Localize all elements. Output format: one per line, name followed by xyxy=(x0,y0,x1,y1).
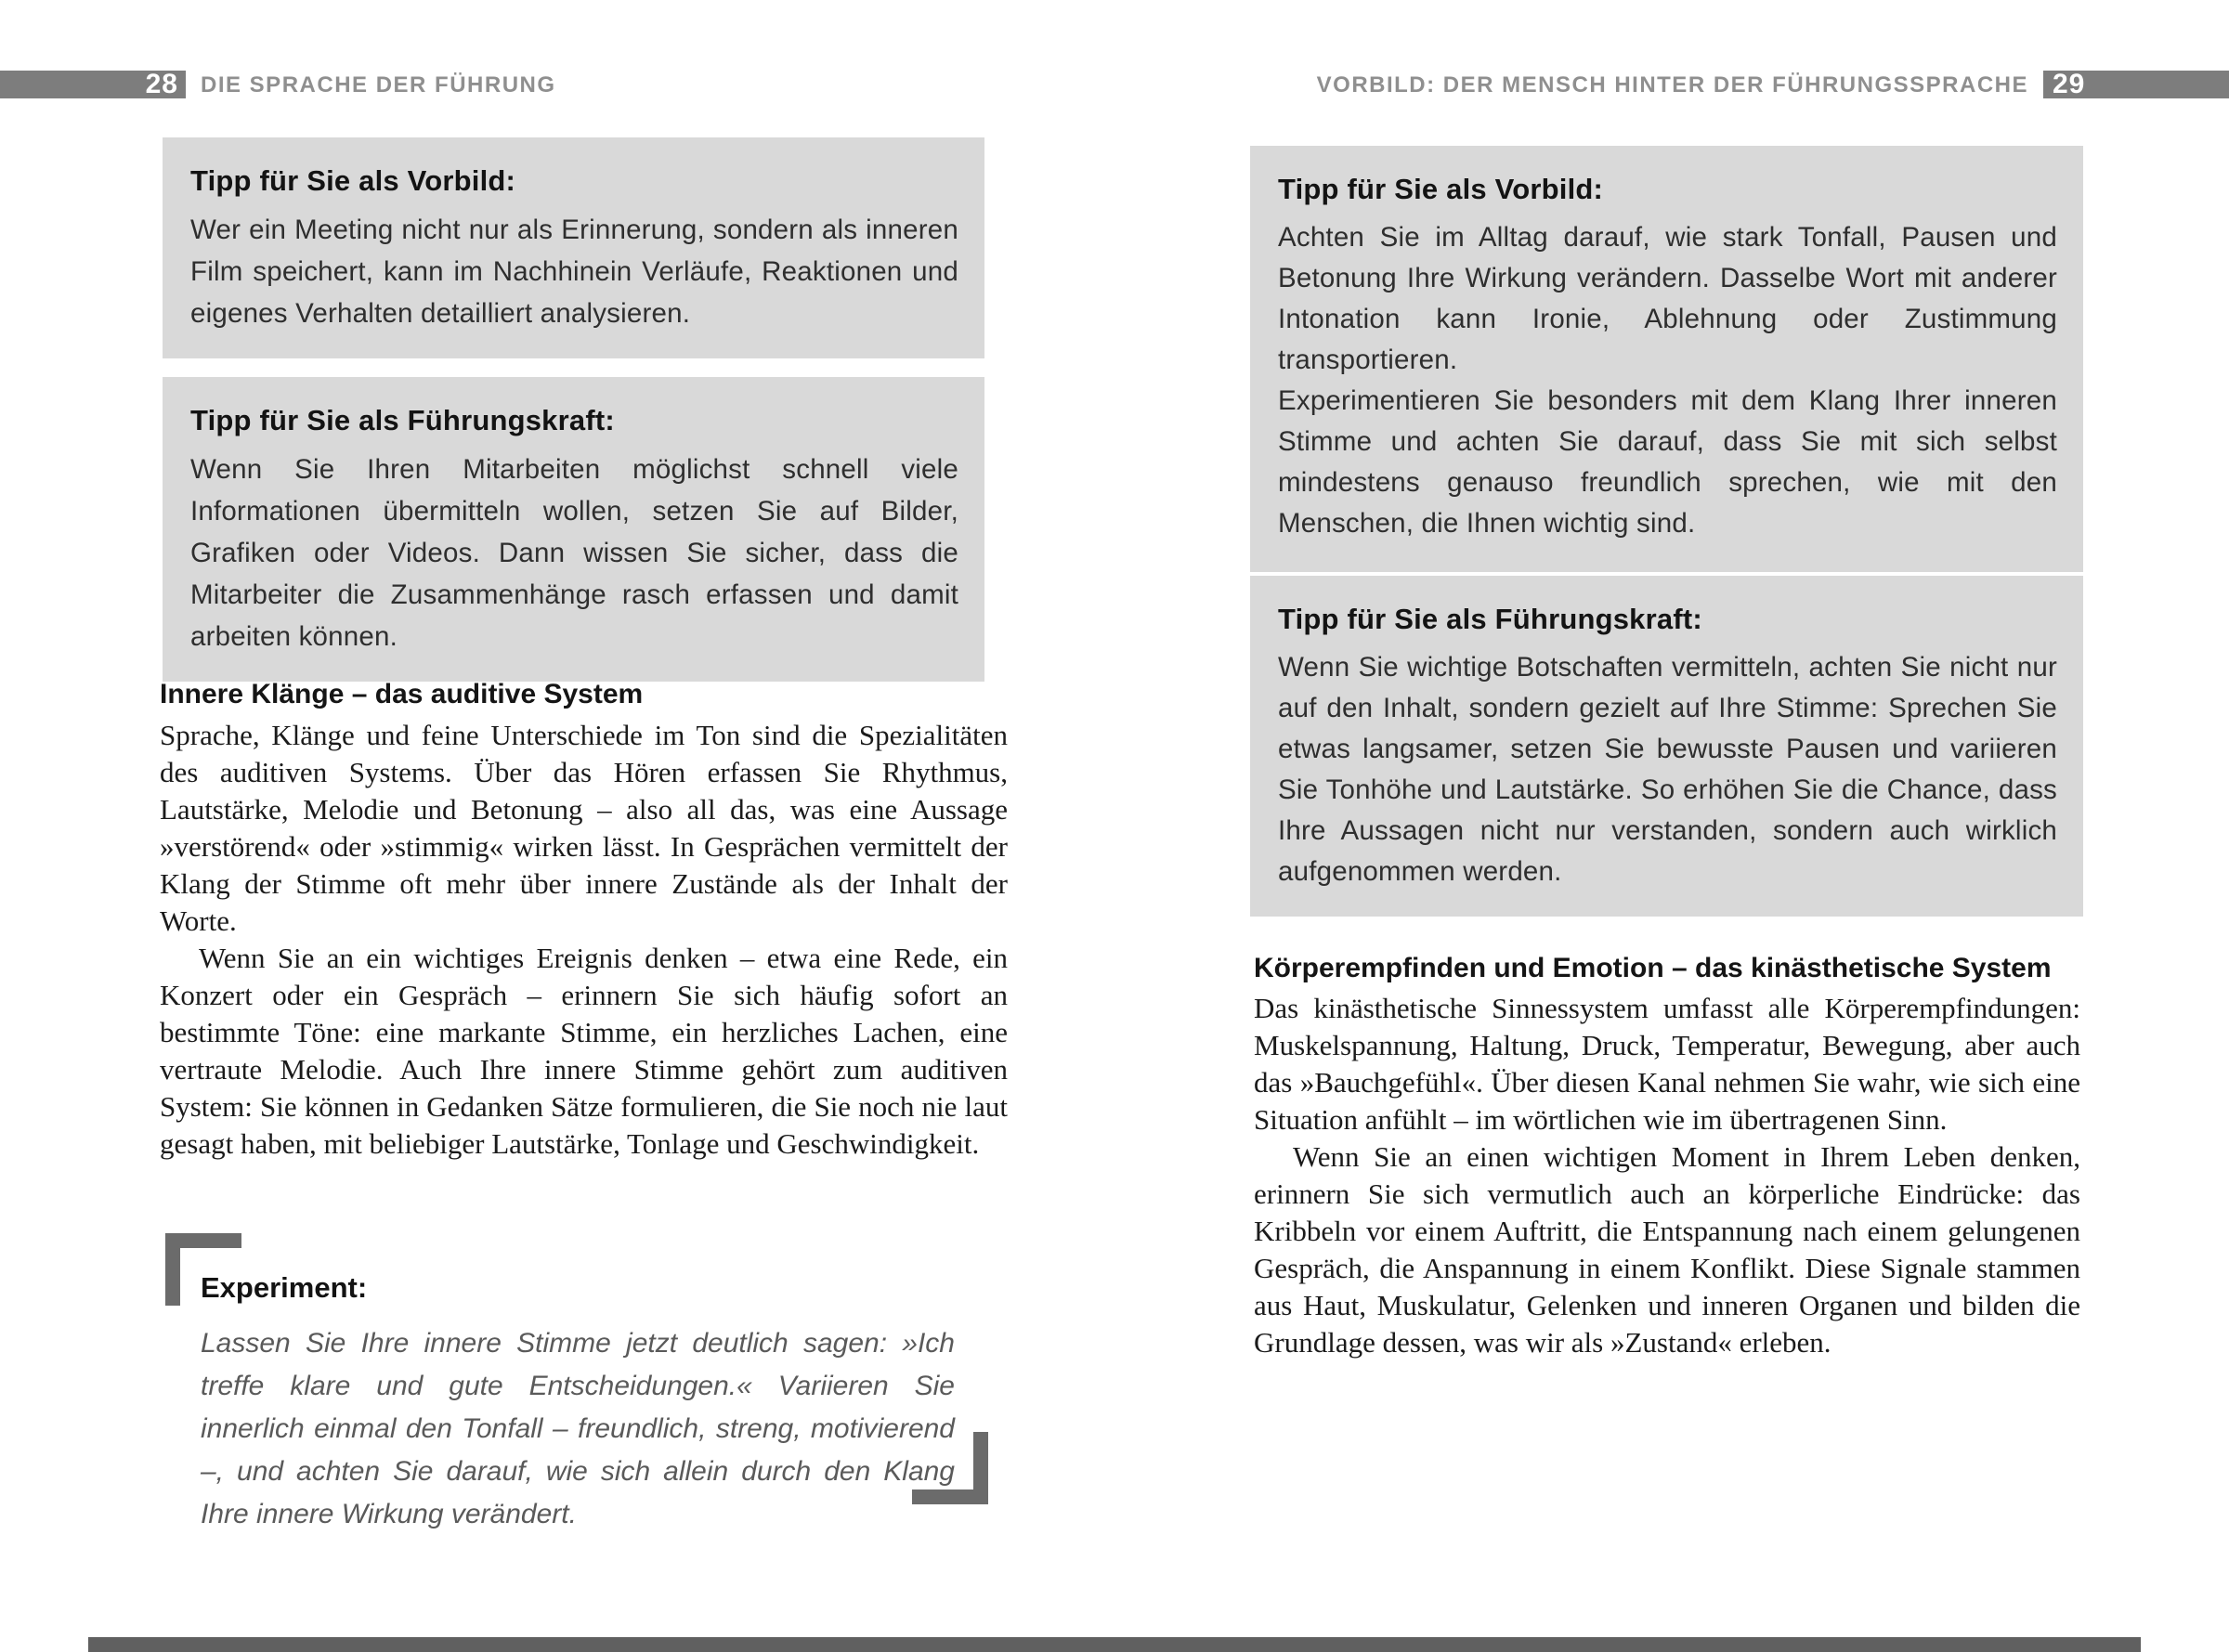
tip-box-vorbild-right xyxy=(1250,146,2083,572)
left-running-head: DIE SPRACHE DER FÜHRUNG xyxy=(201,72,556,98)
tip-box-title: Tipp für Sie als Führungskraft: xyxy=(1278,603,1702,635)
tip-box-text: Achten Sie im Alltag darauf, wie stark Tonfall, Pausen und Betonung Ihre Wirkung verändern. Dasselbe Wort mit anderer Intonation kann Ironie, Ablehnung oder Zustimmung transportieren. xyxy=(1278,222,2057,375)
experiment-title: Experiment: xyxy=(201,1271,368,1304)
tip-box-text: Wer ein Meeting nicht nur als Erinnerung, sondern als inneren Film speichert, kann im Nachhinein Verläufe, Reaktionen und eigenes Verhalten detailliert analysieren. xyxy=(190,215,958,329)
tip-box-fuehrungskraft-right xyxy=(1250,576,2083,917)
body-text-left xyxy=(160,717,1008,1163)
right-page-number-bar xyxy=(2043,71,2229,98)
corner-bracket-bottom-right-icon xyxy=(973,1432,988,1504)
experiment-text: Lassen Sie Ihre innere Stimme jetzt deutlich sagen: »Ich treffe klare und gute Entscheidungen.« Variieren Sie innerlich einmal den Tonfall – freundlich, streng, motivierend –, und achten Sie darauf, wie sich allein durch den Klang Ihre innere Wirkung verändert. xyxy=(201,1328,955,1529)
tip-box-text: Wenn Sie wichtige Botschaften vermitteln, achten Sie nicht nur auf den Inhalt, sondern gezielt auf Ihre Stimme: Sprechen Sie etwas langsamer, setzen Sie bewusste Pausen und variieren Sie Tonhöhe und Lautstärke. So erhöhen Sie die Chance, dass Ihre Aussagen nicht nur verstanden, sondern auch wirklich aufgenommen werden. xyxy=(1278,652,2057,887)
right-page-number: 29 xyxy=(2053,69,2086,99)
footer-rule xyxy=(88,1637,2141,1652)
tip-box-title: Tipp für Sie als Vorbild: xyxy=(1278,173,1604,205)
tip-box-title: Tipp für Sie als Führungskraft: xyxy=(190,404,615,436)
tip-box-fuehrungskraft-left xyxy=(163,377,984,682)
body-paragraph: Das kinästhetische Sinnessystem umfasst alle Körperempfindungen: Muskelspannung, Haltung, Druck, Temperatur, Bewegung, aber auch das »Bauchgefühl«. Über diesen Kanal nehmen Sie wahr, wie sich eine Situation anfühlt – im wörtlichen wie im übertragenen Sinn. xyxy=(1254,992,2080,1136)
tip-box-title: Tipp für Sie als Vorbild: xyxy=(190,164,516,197)
tip-box-vorbild-left xyxy=(163,137,984,358)
body-paragraph: Wenn Sie an ein wichtiges Ereignis denken – etwa eine Rede, ein Konzert oder ein Gespräch – erinnern Sie sich häufig sofort an bestimmte Töne: eine markante Stimme, ein herzliches Lachen, eine vertraute Melodie. Auch Ihre innere Stimme gehört zum auditiven System: Sie können in Gedanken Sätze formulieren, die Sie noch nie laut gesagt haben, mit beliebiger Lautstärke, Tonlage und Geschwindigkeit. xyxy=(160,942,1008,1160)
corner-bracket-top-left-icon xyxy=(165,1233,180,1306)
right-running-head: VORBILD: DER MENSCH HINTER DER FÜHRUNGSSPRACHE xyxy=(1316,72,2028,98)
tip-box-text: Experimentieren Sie besonders mit dem Klang Ihrer inneren Stimme und achten Sie darauf, dass Sie mit sich selbst mindestens genauso freundlich sprechen, wie mit den Menschen, die Ihnen wichtig sind. xyxy=(1278,385,2057,539)
body-paragraph: Sprache, Klänge und feine Unterschiede im Ton sind die Spezialitäten des auditiven Systems. Über das Hören erfassen Sie Rhythmus, Lautstärke, Melodie und Betonung – also all das, was eine Aussage »verstörend« oder »stimmig« wirken lässt. In Gesprächen vermittelt der Klang der Stimme oft mehr über innere Zustände als der Inhalt der Worte. xyxy=(160,719,1008,937)
section-heading-auditives-system: Innere Klänge – das auditive System xyxy=(160,679,644,709)
left-page-number: 28 xyxy=(145,69,178,99)
tip-box-text: Wenn Sie Ihren Mitarbeiten möglichst schnell viele Informationen übermitteln wollen, setzen Sie auf Bilder, Grafiken oder Videos. Dann wissen Sie sicher, dass die Mitarbeiter die Zusammenhänge rasch erfassen und damit arbeiten können. xyxy=(190,454,958,652)
body-paragraph: Wenn Sie an einen wichtigen Moment in Ihrem Leben denken, erinnern Sie sich vermutlich auch an körperliche Eindrücke: das Kribbeln vor einem Auftritt, die Entspannung nach einem gelungenen Gespräch, die Anspannung in einem Konflikt. Diese Signale stammen aus Haut, Muskulatur, Gelenken und inneren Organen und bilden die Grundlage dessen, was wir als »Zustand« erleben. xyxy=(1254,1140,2080,1359)
left-page-number-bar xyxy=(0,71,186,98)
experiment-box xyxy=(165,1233,988,1529)
section-heading-kinaesthetisches-system: Körperempfinden und Emotion – das kinästhetische System xyxy=(1254,953,2052,983)
body-text-right xyxy=(1254,990,2080,1361)
